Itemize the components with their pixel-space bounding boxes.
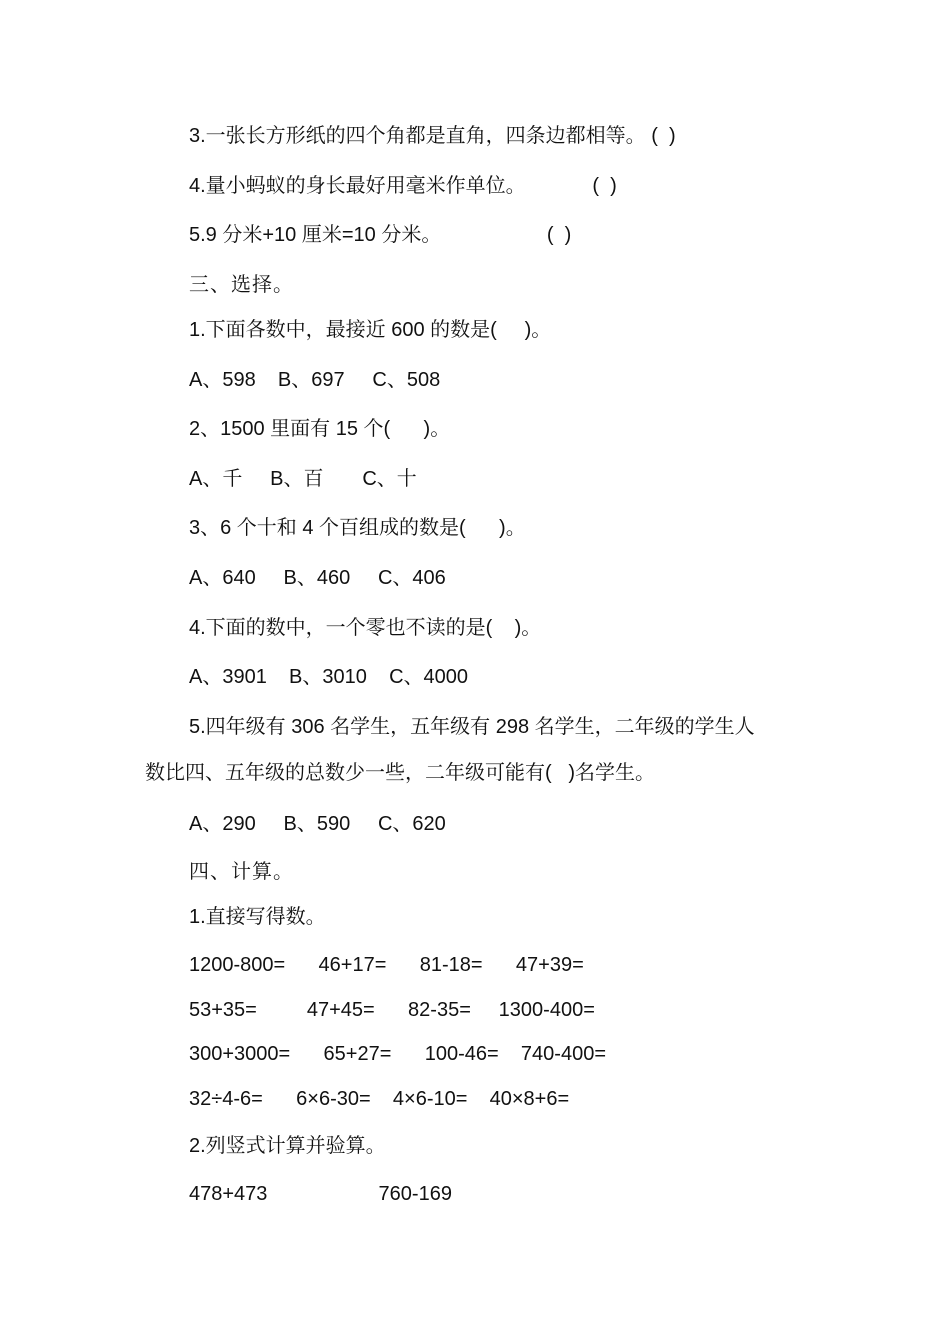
choice-question-4: 4.下面的数中，一个零也不读的是( )。 (189, 617, 542, 639)
section-heading-choice: 三、选择。 (189, 274, 294, 296)
section-heading-calculation: 四、计算。 (189, 861, 294, 883)
choice-options-5: A、290 B、590 C、620 (189, 813, 446, 835)
calc-row-3: 300+3000= 65+27= 100-46= 740-400= (189, 1043, 607, 1065)
true-false-item-4: 4.量小蚂蚁的身长最好用毫米作单位。 ( ) (189, 175, 617, 197)
choice-options-3: A、640 B、460 C、406 (189, 567, 446, 589)
calc-row-2: 53+35= 47+45= 82-35= 1300-400= (189, 999, 595, 1021)
true-false-item-3: 3.一张长方形纸的四个角都是直角，四条边都相等。 ( ) (189, 125, 676, 147)
calc-row-4: 32÷4-6= 6×6-30= 4×6-10= 40×8+6= (189, 1088, 570, 1110)
choice-question-5-line-1: 5.四年级有 306 名学生，五年级有 298 名学生，二年级的学生人 (189, 716, 755, 738)
calc-instruction-1: 1.直接写得数。 (189, 906, 326, 928)
choice-question-2: 2、1500 里面有 15 个( )。 (189, 418, 451, 440)
choice-options-1: A、598 B、697 C、508 (189, 369, 441, 391)
choice-question-1: 1.下面各数中，最接近 600 的数是( )。 (189, 319, 552, 341)
true-false-item-5: 5.9 分米+10 厘米=10 分米。 ( ) (189, 224, 572, 246)
choice-options-4: A、3901 B、3010 C、4000 (189, 666, 469, 688)
calc-vertical-items: 478+473 760-169 (189, 1183, 452, 1205)
choice-question-3: 3、6 个十和 4 个百组成的数是( )。 (189, 517, 526, 539)
calc-row-1: 1200-800= 46+17= 81-18= 47+39= (189, 954, 584, 976)
choice-options-2: A、千 B、百 C、十 (189, 468, 417, 490)
calc-instruction-2: 2.列竖式计算并验算。 (189, 1135, 386, 1157)
choice-question-5-line-2: 数比四、五年级的总数少一些，二年级可能有( )名学生。 (145, 762, 655, 784)
